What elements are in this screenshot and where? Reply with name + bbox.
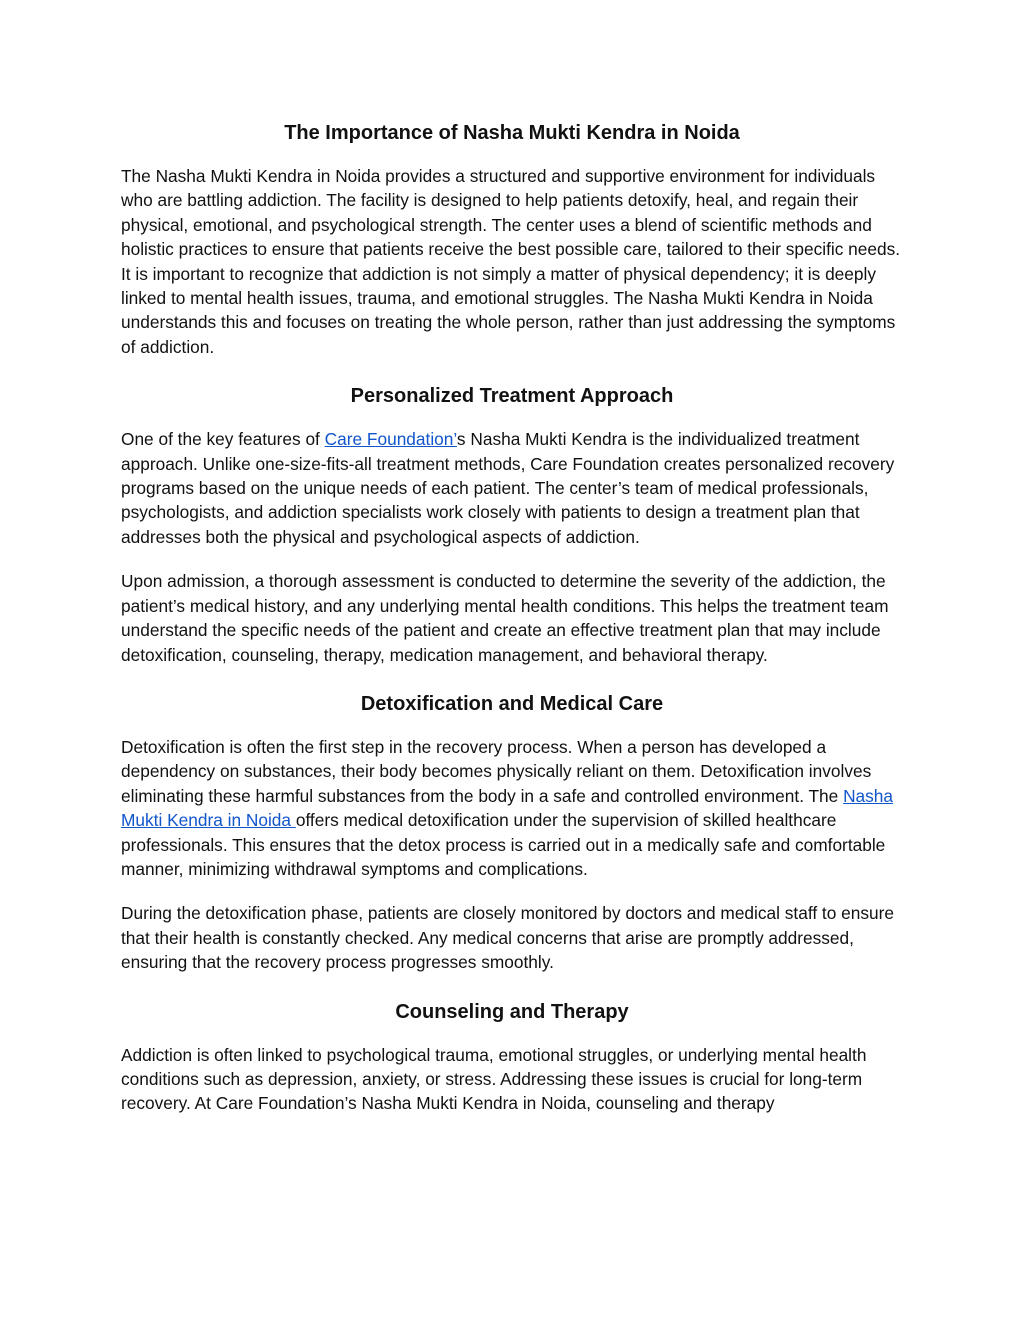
paragraph-admission-assessment: Upon admission, a thorough assessment is conducted to determine the severity of the addiction, the patient’s medical history, and any underlying mental health conditions. This helps the treatment team understand the specific needs of the patient and create an effective treatment plan that may include detoxification, counseling, therapy, medication management, and behavioral therapy. <box>121 571 889 665</box>
paragraph-importance-intro: The Nasha Mukti Kendra in Noida provides a structured and supportive environment for individuals who are battling addiction. The facility is designed to help patients detoxify, heal, and regain their physical, emotional, and psychological strength. The center uses a blend of scientific methods and holistic practices to ensure that patients receive the best possible care, tailored to their specific needs. It is important to recognize that addiction is not simply a matter of physical dependency; it is deeply linked to mental health issues, trauma, and emotional struggles. The Nasha Mukti Kendra in Noida understands this and focuses on treating the whole person, rather than just addressing the symptoms of addiction. <box>121 166 901 357</box>
section-heading-personalized-treatment: Personalized Treatment Approach <box>350 385 674 408</box>
section-heading-detoxification: Detoxification and Medical Care <box>360 692 664 715</box>
paragraph-detox-monitoring: During the detoxification phase, patients are closely monitored by doctors and medical staff to ensure that their health is constantly checked. Any medical concerns that arise are promptly addressed, ensuring that the recovery process progresses smoothly. <box>121 903 894 973</box>
section-heading-importance: The Importance of Nasha Mukti Kendra in Noida <box>284 122 740 144</box>
paragraph-counseling-intro: Addiction is often linked to psychological trauma, emotional struggles, or underlying mental health conditions such as depression, anxiety, or stress. Addressing these issues is crucial for long-term recovery. At Care Foundation’s Nasha Mukti Kendra in Noida, counseling and therapy <box>121 1044 867 1114</box>
nasha-mukti-kendra-link[interactable]: Nasha Mukti Kendra in Noida <box>121 785 894 831</box>
paragraph-detox-first-step <box>121 735 903 881</box>
paragraph-key-features <box>121 427 903 549</box>
section-heading-counseling: Counseling and Therapy <box>395 1000 629 1023</box>
care-foundation-link[interactable]: Care Foundation’ <box>324 429 457 450</box>
paragraph-text: One of the key features of <box>121 429 325 450</box>
paragraph-text: Detoxification is often the first step in the recovery process. When a person has developed a dependency on substances, their body becomes physically reliant on them. Detoxification involves eliminating these harmful substances from the body in a safe and controlled environment. The <box>121 736 872 806</box>
document-body <box>121 118 903 1136</box>
paragraph-text: offers medical detoxification under the supervision of skilled healthcare professionals. This ensures that the detox process is carried out in a medically safe and comfortable manner, minimizing withdrawal symptoms and complications. <box>121 810 886 879</box>
paragraph-text: s Nasha Mukti Kendra is the individualized treatment approach. Unlike one-size-fits-all treatment methods, Care Foundation creates personalized recovery programs based on the unique needs of each patient. The center’s team of medical professionals, psychologists, and addiction specialists work closely with patients to design a treatment plan that addresses both the physical and psychological aspects of addiction. <box>121 429 895 547</box>
